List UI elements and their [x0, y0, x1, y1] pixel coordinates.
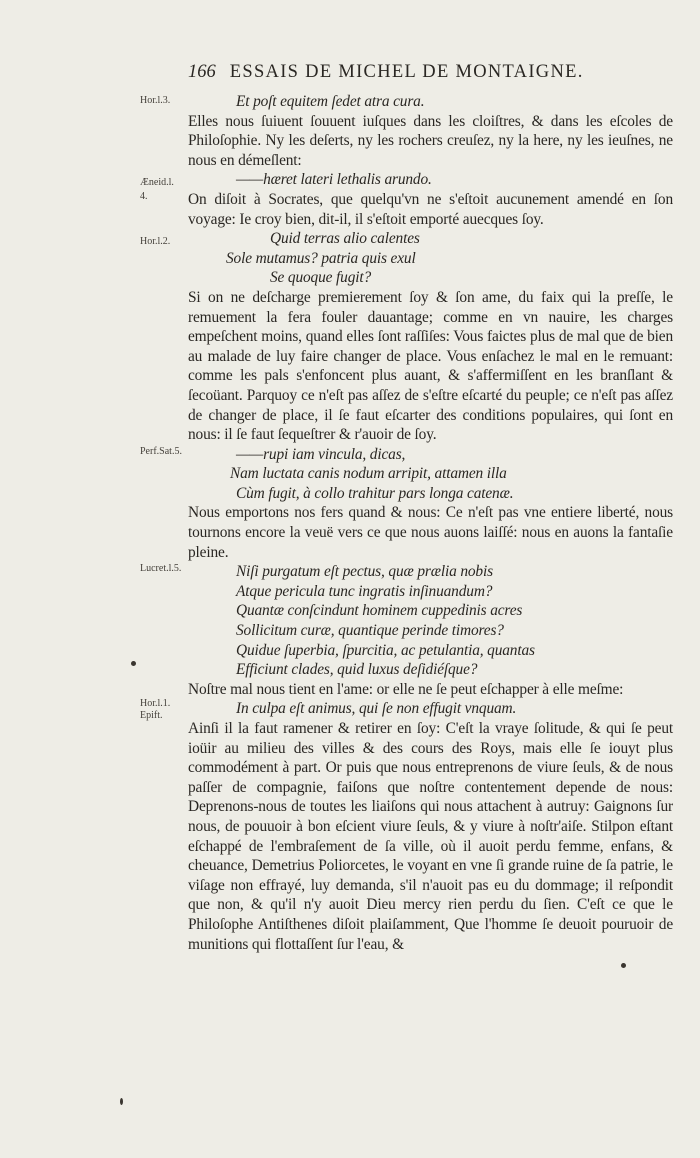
ink-spot: [621, 963, 626, 968]
page-number: 166: [188, 62, 216, 82]
verse-line: Sole mutamus? patria quis exul: [226, 249, 416, 267]
margin-note: Æneid.l.: [140, 177, 174, 188]
verse-line: Et poſt equitem ſedet atra cura.: [236, 93, 425, 110]
verse-line: Atque pericula tunc ingratis inſinuandum?: [236, 582, 493, 600]
verse-line: Quid terras alio calentes: [270, 230, 420, 248]
prose-paragraph: Si on ne deſcharge premierement ſoy & ſon ame, du faix qui la preſſe, le remuement la fera fouler dauantage; comme en vn nauire, les charges empeſchent moins, quand elles ſont raſſiſes: Vous faictes plus de mal que de bien au malade de luy faire changer de place. Vous enſachez le mal en le remuant: comme les pals s'enfoncent plus auant, & s'affermiſſent en les branſlant & ſecoüant. Parquoy ce n'eſt pas aſſez de s'eſtre eſcarté du peuple; ce n'eſt pas aſſez de changer de place, il ſe faut eſcarter des conditions populaires, qui ſont en nous: il ſe faut ſequeſtrer & r'auoir de ſoy.: [188, 288, 673, 444]
verse-line: Nam luctata canis nodum arripit, attamen illa: [230, 465, 507, 483]
margin-note: Epift.: [140, 710, 163, 721]
prose-paragraph: Ainſi il la faut ramener & retirer en ſoy: C'eſt la vraye ſolitude, & qui ſe peut ioüir au milieu des villes & des cours des Roys, mais elle ſe iouyt plus commodément à part. Or puis que nous entreprenons de viure ſeuls, & de nous paſſer de compagnie, faiſons que noſtre contentement depende de nous: Deprenons-nous de toutes les liaiſons qui nous attachent à autruy: Gaignons ſur nous, de pouuoir à bon eſcient viure ſeuls, & y viure à noſtr'aiſe. Stilpon eſtant eſchappé de l'embraſement de ſa ville, où il auoit perdu femme, enfans, & cheuance, Demetrius Poliorcetes, le voyant en vne ſi grande ruine de ſa patrie, le viſage non effrayé, luy demanda, s'il n'auoit pas eu du dommage; il reſpondit que non, & qu'il n'y auoit Dieu mercy rien perdu du ſien. C'eſt ce que le Philoſophe Antiſthenes diſoit plaiſamment, Que l'homme ſe deuoit pouruoir de munitions qui flottaſſent ſur l'eau, &: [188, 720, 673, 953]
verse-line: Niſi purgatum eſt pectus, quæ prælia nobis: [236, 563, 493, 581]
margin-note: Hor.l.1.: [140, 698, 171, 709]
margin-note: Lucret.l.5.: [140, 563, 182, 574]
verse-line: Quantæ conſcindunt hominem cuppedinis acres: [236, 602, 523, 620]
prose-paragraph: Noſtre mal nous tient en l'ame: or elle ne ſe peut eſchapper à elle meſme:: [188, 680, 624, 698]
ink-spot: [131, 661, 136, 666]
margin-note: Hor.l.2.: [140, 236, 171, 247]
ink-spot: [120, 1098, 123, 1105]
verse-line: Cùm fugit, à collo trahitur pars longa catenæ.: [236, 484, 514, 502]
verse-line: Se quoque fugit?: [270, 269, 372, 287]
prose-paragraph: Elles nous ſuiuent ſouuent iuſques dans les cloiſtres, & dans les eſcoles de Philoſophie. Ny les deſerts, ny les rochers creuſez, ny la here, ny les ieuſnes, ne nous en démeſlent:: [188, 112, 673, 169]
verse-line: Sollicitum curæ, quantique perinde timores?: [236, 622, 504, 640]
verse-line: ——rupi iam vincula, dicas,: [236, 445, 406, 463]
margin-note: Hor.l.3.: [140, 95, 171, 106]
verse-line: In culpa eſt animus, qui ſe non effugit vnquam.: [236, 700, 517, 718]
verse-line: Quidue ſuperbia, ſpurcitia, ac petulantia, quantas: [236, 641, 535, 659]
running-header: [188, 62, 638, 83]
prose-paragraph: Nous emportons nos fers quand & nous: Ce n'eſt pas vne entiere liberté, nous tournons encore la veuë vers ce que nous auons laiſſé: nous en auons la fantaſie pleine.: [188, 504, 673, 561]
prose-paragraph: On diſoit à Socrates, que quelqu'vn ne s'eſtoit aucunement amendé en ſon voyage: Ie croy bien, dit-il, il s'eſtoit emporté auecques ſoy.: [188, 190, 673, 228]
margin-note: 4.: [140, 191, 148, 202]
verse-line: Efficiunt clades, quid luxus deſidiéſque?: [236, 661, 478, 679]
page-body: [188, 92, 673, 954]
running-title: ESSAIS DE MICHEL DE MONTAIGNE.: [229, 62, 584, 82]
verse-line: ——hæret lateri lethalis arundo.: [236, 171, 432, 189]
margin-note: Perf.Sat.5.: [140, 446, 182, 457]
